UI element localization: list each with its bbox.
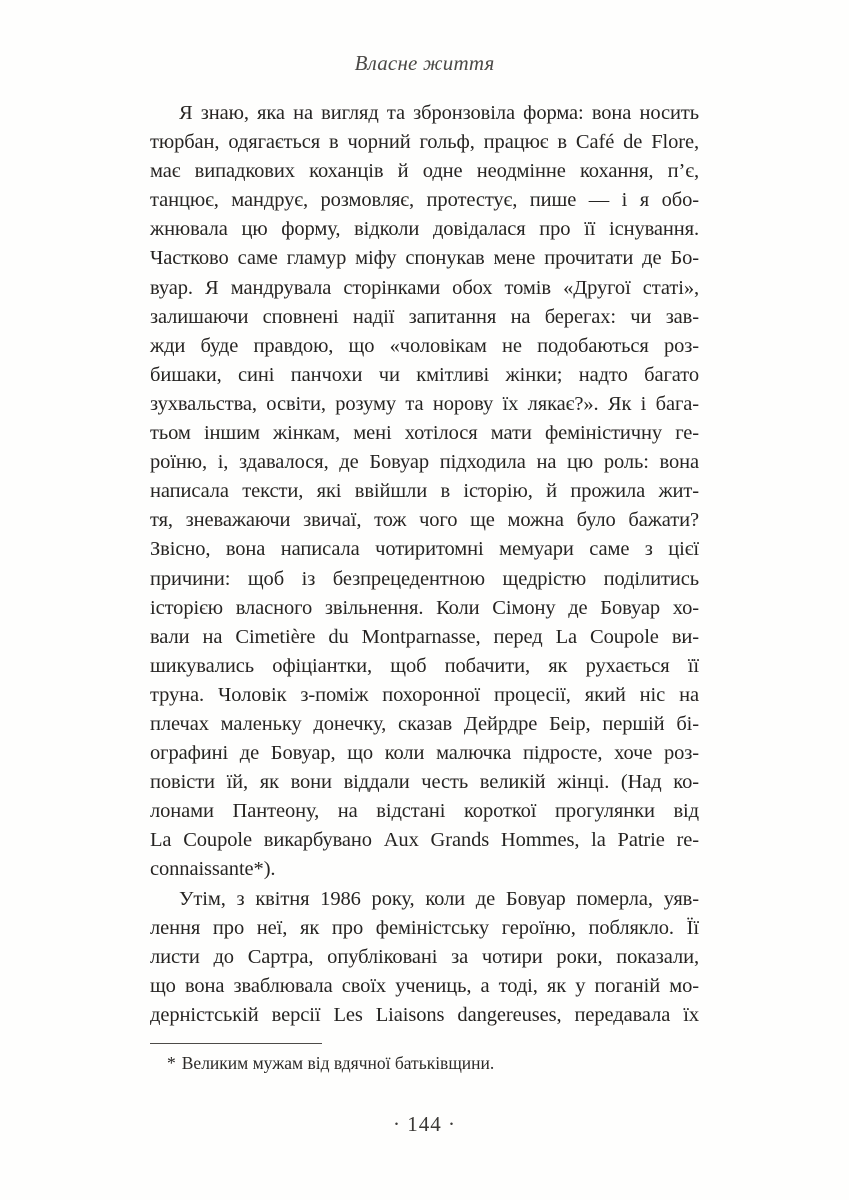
page-number: · 144 · (393, 1112, 456, 1136)
footnote (150, 1052, 699, 1075)
footnote-marker: * (167, 1053, 176, 1073)
body-text-block (150, 99, 699, 1030)
text-line: Утім, з квітня 1986 року, коли де Бовуар померла, уяв- (179, 887, 699, 910)
text-line: вали на Cimetière du Montparnasse, перед La Coupole ви- (150, 625, 699, 648)
text-line: Я знаю, яка на вигляд та збронзовіла форма: вона носить (179, 102, 699, 124)
text-line: вуар. Я мандрувала сторінками обох томів «Другої статі», (150, 276, 699, 299)
text-line: роїню, і, здавалося, де Бовуар підходила на цю роль: вона (150, 451, 699, 474)
text-line: жнювала цю форму, відколи довідалася про її існування. (150, 218, 699, 241)
text-line: написала тексти, які ввійшли в історію, й прожила жит- (150, 480, 699, 503)
text-line: тьом іншим жінкам, мені хотілося мати феміністичну ге- (150, 422, 699, 445)
text-line: бишаки, сині панчохи чи кмітливі жінки; надто багато (150, 363, 699, 386)
footnote-text: Великим мужам від вдячної батьківщини. (181, 1053, 495, 1073)
text-line: історією власного звільнення. Коли Сімону де Бовуар хо- (150, 596, 699, 619)
text-line: Частково саме гламур міфу спонукав мене прочитати де Бо- (150, 247, 699, 270)
text-line: повісти їй, як вони віддали честь великій жінці. (Над ко- (150, 771, 699, 794)
text-line: Звісно, вона написала чотиритомні мемуари саме з цієї (150, 538, 699, 561)
text-line: тюрбан, одягається в чорний гольф, працює в Café de Flore, (150, 131, 699, 154)
footnote-divider (150, 1043, 322, 1044)
text-line: зухвальства, освіти, розуму та норову їх лякає?». Як і бага- (150, 392, 699, 415)
footnote-block (150, 1043, 699, 1075)
text-line: connaissante*). (150, 858, 276, 881)
text-line: плечах маленьку донечку, сказав Дейрдре Беір, першій бі- (150, 712, 699, 735)
text-line: має випадкових коханців й одне неодмінне кохання, п’є, (150, 160, 699, 183)
text-line: ографині де Бовуар, що коли малючка підросте, хоче роз- (150, 742, 699, 765)
text-line: що вона зваблювала своїх учениць, а тоді, як у поганій мо- (150, 974, 699, 997)
text-line: шикувались офіціантки, щоб побачити, як рухається її (150, 654, 699, 677)
text-line: тя, зневажаючи звичаї, тож чого ще можна було бажати? (150, 509, 699, 532)
running-header: Власне життя (354, 51, 495, 75)
text-line: залишаючи сповнені надії запитання на берегах: чи зав- (150, 305, 699, 328)
text-line: La Coupole викарбувано Aux Grands Hommes, la Patrie re- (150, 829, 699, 852)
text-line: причини: щоб із безпрецедентною щедрістю поділитись (150, 567, 699, 590)
text-line: дерністській версії Les Liaisons dangereuses, передавала їх (150, 1003, 699, 1026)
text-line: труна. Чоловік з-поміж похоронної процесії, який ніс на (150, 683, 699, 706)
text-line: танцює, мандрує, розмовляє, протестує, пише — і я обо- (150, 189, 699, 212)
text-line: лонами Пантеону, на відстані короткої прогулянки від (150, 800, 699, 823)
text-line: листи до Сартра, опубліковані за чотири роки, показали, (150, 945, 699, 968)
text-line: лення про неї, як про феміністську героїню, поблякло. Її (150, 916, 699, 939)
text-line: жди буде правдою, що «чоловікам не подобаються роз- (150, 334, 699, 357)
